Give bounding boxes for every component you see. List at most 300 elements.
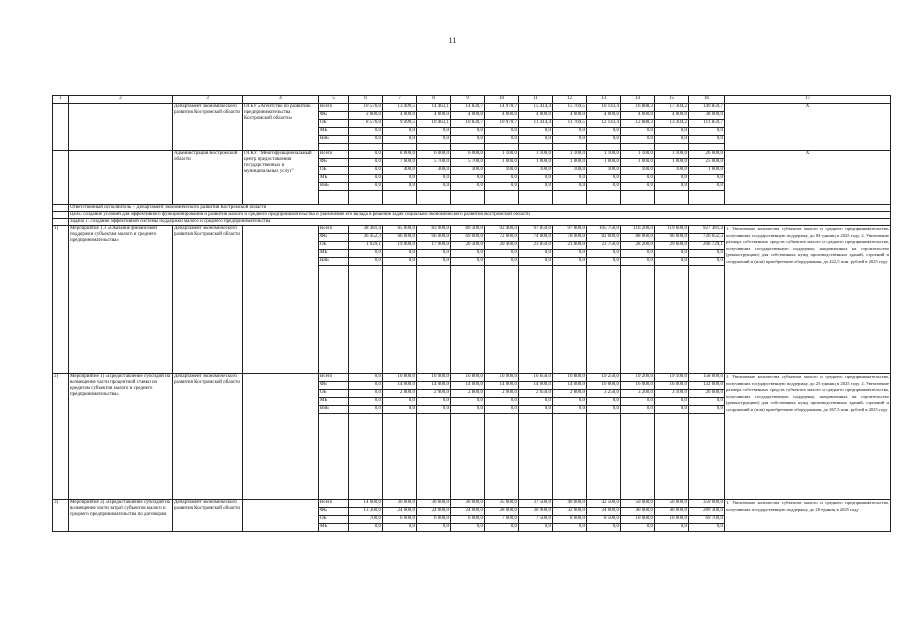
amount-cell: 0,0 [383, 250, 417, 258]
amount-cell: 6 000,0 [417, 516, 451, 524]
column-number: 8 [417, 96, 451, 104]
amount-cell: 0,0 [587, 136, 621, 144]
amount-cell: 69 000,0 [451, 234, 485, 242]
amount-cell: 0,0 [383, 175, 417, 183]
amount-cell: 82 000,0 [587, 234, 621, 242]
amount-cell: 0,0 [451, 175, 485, 183]
amount-cell: 32 000,0 [553, 508, 587, 516]
amount-cell: 13 304,2 [655, 120, 689, 128]
amount-cell: 0,0 [519, 128, 553, 136]
amount-cell: 24 000,0 [451, 508, 485, 516]
amount-cell: 0,0 [417, 128, 451, 136]
amount-cell: 2 650,0 [519, 390, 553, 398]
empty-cell [553, 266, 587, 374]
amount-cell: 4 000,0 [383, 112, 417, 120]
amount-cell: 0,0 [417, 175, 451, 183]
empty-cell [485, 266, 519, 374]
item-number: 3) [53, 500, 69, 532]
amount-cell: 4 000,0 [519, 112, 553, 120]
amount-cell: 0,0 [485, 524, 519, 532]
participant [243, 226, 319, 374]
empty-cell [349, 144, 383, 151]
participant [243, 374, 319, 500]
amount-cell: 0,0 [383, 183, 417, 191]
column-number: 1 [53, 96, 69, 104]
amount-cell: 17 304,2 [655, 104, 689, 112]
amount-cell: 0,0 [349, 136, 383, 144]
amount-cell: 0,0 [349, 183, 383, 191]
amount-cell: 119 600,0 [655, 226, 689, 234]
amount-cell: 15 414,4 [519, 104, 553, 112]
amount-cell: 1 000,0 [519, 159, 553, 167]
empty-cell [451, 191, 485, 205]
amount-cell: 13 300,0 [349, 508, 383, 516]
amount-cell: 0,0 [621, 136, 655, 144]
amount-cell: 16 000,0 [621, 382, 655, 390]
amount-cell: 0,0 [349, 175, 383, 183]
empty-cell [319, 191, 349, 205]
amount-cell: 0,0 [689, 524, 725, 532]
funding-source: ФБ [319, 112, 349, 120]
amount-cell: 0,0 [655, 398, 689, 406]
amount-cell: 4 000,0 [417, 112, 451, 120]
empty-cell [319, 414, 349, 500]
amount-cell: 0,0 [519, 175, 553, 183]
amount-cell: 30 900,0 [519, 508, 553, 516]
empty-cell [383, 414, 417, 500]
amount-cell: 0,0 [553, 258, 587, 266]
amount-cell: 0,0 [621, 524, 655, 532]
column-number: 9 [451, 96, 485, 104]
amount-cell: 0,0 [553, 175, 587, 183]
amount-cell: 8 500,0 [587, 516, 621, 524]
amount-cell: 16 900,0 [485, 374, 519, 382]
funding-source: Всего [319, 500, 349, 508]
amount-cell: 1 929,1 [349, 242, 383, 250]
amount-cell: 0,0 [349, 524, 383, 532]
amount-cell: 359 000,0 [689, 500, 725, 508]
amount-cell: 0,0 [349, 390, 383, 398]
amount-cell: 0,0 [349, 382, 383, 390]
empty-cell [587, 191, 621, 205]
amount-cell: 12 888,3 [621, 120, 655, 128]
amount-cell: 0,0 [587, 398, 621, 406]
amount-cell: 2 900,0 [485, 390, 519, 398]
empty-cell [655, 414, 689, 500]
amount-cell: 0,0 [553, 183, 587, 191]
amount-cell: 0,0 [417, 524, 451, 532]
expected-results: 1. Увеличение количества субъектов малого и среднего предпринимательства, получивших государственную поддержку, до 84 единиц в 2025 году. 2. Увеличение размера собственных средств субъектов малого и среднего предпринимательства, получивших государственную поддержку, направленных на строительство (реконструкцию) для собственных нужд производственных зданий, строений и сооружений и (или) приобретение оборудования, до 422,5 млн. рублей в 2025 году [725, 226, 891, 374]
amount-cell: 0,0 [587, 258, 621, 266]
empty-cell [417, 144, 451, 151]
amount-cell: 10 576,0 [349, 104, 383, 112]
amount-cell: 38 000,0 [689, 112, 725, 120]
amount-cell: 300,0 [451, 167, 485, 175]
amount-cell: 0,0 [553, 250, 587, 258]
empty-cell [319, 266, 349, 374]
amount-cell: 2 800,0 [553, 390, 587, 398]
amount-cell: 66 000,0 [383, 234, 417, 242]
funding-source: МБ [319, 524, 349, 532]
amount-cell: 0,0 [451, 183, 485, 191]
amount-cell: 16 000,0 [587, 382, 621, 390]
amount-cell: 11 414,4 [519, 120, 553, 128]
amount-cell: 0,0 [689, 175, 725, 183]
empty-cell [349, 266, 383, 374]
page-number: 11 [448, 36, 457, 45]
amount-cell: 16 143,4 [587, 104, 621, 112]
amount-cell: 0,0 [689, 406, 725, 414]
amount-cell: 16 888,3 [621, 104, 655, 112]
funding-source: ОБ [319, 390, 349, 398]
amount-cell: 0,0 [451, 136, 485, 144]
amount-cell: 16 800,0 [553, 374, 587, 382]
amount-cell: 300,0 [417, 167, 451, 175]
amount-cell: 0,0 [349, 250, 383, 258]
amount-cell: 4 000,0 [553, 112, 587, 120]
amount-cell: 30 000,0 [451, 500, 485, 508]
empty-cell [451, 266, 485, 374]
table-row [53, 500, 891, 508]
amount-cell: 0,0 [519, 406, 553, 414]
activity-name: Мероприятие 1.1 «Оказание финансовой поддержки субъектам малого и среднего предпринимательства» [69, 226, 173, 374]
amount-cell: 0,0 [587, 250, 621, 258]
amount-cell: 0,0 [383, 136, 417, 144]
funding-source: ВнБ [319, 258, 349, 266]
amount-cell: 1 000,0 [553, 159, 587, 167]
responsible-line: Ответственный исполнитель – Департамент экономического развития Костромской области [69, 205, 891, 212]
column-number: 12 [553, 96, 587, 104]
amount-cell: 0,0 [553, 136, 587, 144]
amount-cell: 0,0 [655, 406, 689, 414]
participant [243, 500, 319, 532]
amount-cell: 0,0 [689, 258, 725, 266]
amount-cell: 0,0 [349, 406, 383, 414]
budget-table [52, 95, 891, 532]
column-number: 7 [383, 96, 417, 104]
empty-cell [587, 144, 621, 151]
empty-cell [349, 414, 383, 500]
funding-source: ФБ [319, 159, 349, 167]
amount-cell: 2 900,0 [417, 390, 451, 398]
amount-cell: 0,0 [417, 250, 451, 258]
expected-results: 1. Увеличение количества субъектов малого и среднего предпринимательства, получивших государственную поддержку, до 25 единиц в 2025 году. 2. Увеличение размера собственных средств субъектов малого и среднего предпринимательства, получивших государственную поддержку, направленных на строительство (реконструкцию) для собственных нужд производственных зданий, строений и сооружений и (или) приобретение оборудования, до 267,5 млн. рублей в 2025 году [725, 374, 891, 500]
amount-cell: 0,0 [655, 128, 689, 136]
column-number-row [53, 96, 891, 104]
empty-cell [553, 144, 587, 151]
empty-cell [485, 414, 519, 500]
amount-cell: 0,0 [485, 398, 519, 406]
amount-cell: 0,0 [519, 398, 553, 406]
amount-cell: 13 499,5 [383, 104, 417, 112]
empty-cell [519, 191, 553, 205]
empty-cell [53, 212, 69, 219]
amount-cell: 206 729,1 [689, 242, 725, 250]
amount-cell: 0,0 [587, 183, 621, 191]
funding-source: ОБ [319, 120, 349, 128]
empty-cell [417, 414, 451, 500]
empty-cell [451, 144, 485, 151]
amount-cell: 400,0 [383, 167, 417, 175]
amount-cell: 24 000,0 [383, 508, 417, 516]
amount-cell: 289 300,0 [689, 508, 725, 516]
amount-cell: 0,0 [553, 128, 587, 136]
amount-cell: 720 652,3 [689, 234, 725, 242]
amount-cell: 0,0 [417, 258, 451, 266]
amount-cell: 0,0 [451, 128, 485, 136]
amount-cell: 105 750,0 [587, 226, 621, 234]
goal-line-row [53, 212, 891, 219]
amount-cell: 23 750,0 [587, 242, 621, 250]
amount-cell: 0,0 [383, 406, 417, 414]
amount-cell: 0,0 [621, 258, 655, 266]
amount-cell: 30 000,0 [383, 500, 417, 508]
amount-cell: 0,0 [689, 250, 725, 258]
amount-cell: 1 000,0 [621, 159, 655, 167]
amount-cell: 0,0 [553, 398, 587, 406]
amount-cell: 100,0 [519, 167, 553, 175]
executor: Администрация Костромской области [173, 151, 243, 205]
amount-cell: 50 000,0 [655, 500, 689, 508]
amount-cell: 28 000,0 [485, 508, 519, 516]
amount-cell: 16 800,0 [383, 374, 417, 382]
amount-cell: 14 000,0 [553, 382, 587, 390]
amount-cell: 5 700,0 [417, 159, 451, 167]
empty-cell [655, 144, 689, 151]
amount-cell: 0,0 [485, 258, 519, 266]
amount-cell: 0,0 [587, 406, 621, 414]
funding-source: Всего [319, 226, 349, 234]
funding-source: ОБ [319, 516, 349, 524]
amount-cell: 0,0 [519, 250, 553, 258]
amount-cell: 34 000,0 [587, 508, 621, 516]
amount-cell: 0,0 [689, 183, 725, 191]
amount-cell: 21 800,0 [553, 242, 587, 250]
column-number: 16 [689, 96, 725, 104]
expected-results: Х [725, 151, 891, 205]
column-number: 13 [587, 96, 621, 104]
column-number: 4 [243, 96, 319, 104]
executor: Департамент экономического развития Костромской области [173, 374, 243, 500]
amount-cell: 0,0 [451, 250, 485, 258]
amount-cell: 15 769,5 [553, 104, 587, 112]
amount-cell: 4 000,0 [621, 112, 655, 120]
amount-cell: 1 600,0 [689, 167, 725, 175]
amount-cell: 12 143,4 [587, 120, 621, 128]
empty-cell [553, 191, 587, 205]
amount-cell: 23 850,0 [519, 242, 553, 250]
column-number: 14 [621, 96, 655, 104]
empty-cell [689, 414, 725, 500]
amount-cell: 116 200,0 [621, 226, 655, 234]
item-number [53, 104, 69, 151]
funding-source: ВнБ [319, 183, 349, 191]
empty-cell [689, 191, 725, 205]
amount-cell: 4 000,0 [451, 112, 485, 120]
amount-cell: 2 800,0 [451, 390, 485, 398]
amount-cell: 25 000,0 [689, 159, 725, 167]
amount-cell: 26 600,0 [689, 151, 725, 159]
amount-cell: 9 499,5 [383, 120, 417, 128]
amount-cell: 0,0 [553, 524, 587, 532]
amount-cell: 5 700,0 [451, 159, 485, 167]
amount-cell: 0,0 [655, 250, 689, 258]
table-row [53, 151, 891, 159]
funding-source: МБ [319, 175, 349, 183]
column-number: 10 [485, 96, 519, 104]
amount-cell: 2 800,0 [383, 390, 417, 398]
amount-cell: 0,0 [519, 258, 553, 266]
amount-cell: 0,0 [417, 406, 451, 414]
amount-cell: 1 100,0 [587, 151, 621, 159]
amount-cell: 10 970,7 [485, 120, 519, 128]
expected-results: Х [725, 104, 891, 151]
amount-cell: 0,0 [349, 159, 383, 167]
amount-cell: 35 000,0 [485, 500, 519, 508]
amount-cell: 0,0 [655, 524, 689, 532]
participant: ОГКУ "Многофункциональный центр предоставления государственных и муниципальных услуг" [243, 151, 319, 205]
amount-cell: 0,0 [349, 258, 383, 266]
empty-cell [621, 144, 655, 151]
amount-cell: 7 500,0 [519, 516, 553, 524]
amount-cell: 14 000,0 [383, 382, 417, 390]
amount-cell: 36 452,3 [349, 234, 383, 242]
amount-cell: 0,0 [621, 128, 655, 136]
amount-cell: 0,0 [485, 136, 519, 144]
executor: Департамент экономического развития Костромской области [173, 500, 243, 532]
amount-cell: 1 100,0 [485, 151, 519, 159]
amount-cell: 17 900,0 [417, 242, 451, 250]
amount-cell: 0,0 [689, 128, 725, 136]
amount-cell: 700,0 [349, 516, 383, 524]
empty-cell [53, 219, 69, 226]
amount-cell: 0,0 [349, 128, 383, 136]
amount-cell: 0,0 [519, 183, 553, 191]
amount-cell: 1 000,0 [485, 159, 519, 167]
amount-cell: 6 000,0 [451, 151, 485, 159]
funding-source: ОБ [319, 167, 349, 175]
amount-cell: 0,0 [485, 175, 519, 183]
amount-cell: 1 100,0 [655, 151, 689, 159]
amount-cell: 0,0 [519, 136, 553, 144]
activity-name: Мероприятие 1) «Предоставление субсидий на возмещение части процентной ставки по кредитам субъектов малого и среднего предпринимательства» [69, 374, 173, 500]
amount-cell: 1 000,0 [655, 159, 689, 167]
empty-cell [587, 414, 621, 500]
empty-cell [621, 191, 655, 205]
amount-cell: 88 000,0 [621, 234, 655, 242]
amount-cell: 111 859,7 [689, 120, 725, 128]
amount-cell: 0,0 [485, 250, 519, 258]
amount-cell: 158 600,0 [689, 374, 725, 382]
funding-source: МБ [319, 398, 349, 406]
amount-cell: 0,0 [621, 183, 655, 191]
amount-cell: 14 830,7 [451, 104, 485, 112]
amount-cell: 3 200,0 [621, 390, 655, 398]
amount-cell: 0,0 [417, 398, 451, 406]
empty-cell [383, 144, 417, 151]
amount-cell: 11 769,5 [553, 120, 587, 128]
amount-cell: 16 000,0 [655, 382, 689, 390]
empty-cell [519, 414, 553, 500]
empty-cell [383, 191, 417, 205]
empty-cell [553, 414, 587, 500]
amount-cell: 0,0 [655, 183, 689, 191]
amount-cell: 8 000,0 [383, 151, 417, 159]
empty-cell [349, 191, 383, 205]
amount-cell: 19 100,0 [655, 374, 689, 382]
executor: Департамент экономического развития Костромской области [173, 226, 243, 374]
amount-cell: 30 000,0 [417, 500, 451, 508]
amount-cell: 40 000,0 [621, 508, 655, 516]
amount-cell: 10 463,1 [417, 120, 451, 128]
empty-cell [519, 144, 553, 151]
amount-cell: 0,0 [383, 398, 417, 406]
empty-cell [319, 144, 349, 151]
table-row [53, 374, 891, 382]
amount-cell: 92 400,0 [485, 226, 519, 234]
amount-cell: 19 200,0 [621, 374, 655, 382]
amount-cell: 100,0 [553, 167, 587, 175]
amount-cell: 90 000,0 [655, 234, 689, 242]
column-number: 5 [319, 96, 349, 104]
funding-source: ОБ [319, 242, 349, 250]
amount-cell: 0,0 [655, 175, 689, 183]
amount-cell: 0,0 [689, 398, 725, 406]
amount-cell: 8 576,0 [349, 120, 383, 128]
amount-cell: 78 000,0 [553, 234, 587, 242]
amount-cell: 97 800,0 [553, 226, 587, 234]
amount-cell: 100,0 [485, 167, 519, 175]
amount-cell: 72 000,0 [485, 234, 519, 242]
amount-cell: 0,0 [349, 151, 383, 159]
amount-cell: 19 000,0 [383, 242, 417, 250]
goal-line: Цель: создание условий для эффективного функционирования и развития малого и среднего предпринимательства и увеличение его вклада в решение задач социально-экономического развития Костромской области [69, 212, 891, 219]
amount-cell: 0,0 [519, 524, 553, 532]
amount-cell: 14 000,0 [485, 382, 519, 390]
funding-source: ВнБ [319, 406, 349, 414]
amount-cell: 29 600,0 [655, 242, 689, 250]
amount-cell: 6 000,0 [383, 516, 417, 524]
amount-cell: 0,0 [451, 258, 485, 266]
empty-cell [655, 191, 689, 205]
activity-name [69, 151, 173, 205]
amount-cell: 16 650,0 [519, 374, 553, 382]
amount-cell: 14 000,0 [451, 382, 485, 390]
amount-cell: 19 250,0 [587, 374, 621, 382]
table-row [53, 104, 891, 112]
table-row [53, 226, 891, 234]
amount-cell: 40 000,0 [655, 508, 689, 516]
empty-cell [621, 266, 655, 374]
amount-cell: 1 100,0 [553, 151, 587, 159]
amount-cell: 10 830,7 [451, 120, 485, 128]
amount-cell: 1 100,0 [621, 151, 655, 159]
item-number: 1) [53, 226, 69, 374]
amount-cell: 14 970,7 [485, 104, 519, 112]
amount-cell: 16 900,0 [417, 374, 451, 382]
amount-cell: 0,0 [621, 175, 655, 183]
amount-cell: 2 000,0 [349, 112, 383, 120]
activity-name [69, 104, 173, 151]
amount-cell: 50 000,0 [621, 500, 655, 508]
amount-cell: 100,0 [587, 167, 621, 175]
amount-cell: 4 000,0 [655, 112, 689, 120]
empty-cell [383, 266, 417, 374]
amount-cell: 85 000,0 [383, 226, 417, 234]
column-number: 11 [519, 96, 553, 104]
amount-cell: 4 000,0 [587, 112, 621, 120]
amount-cell: 40 000,0 [553, 500, 587, 508]
